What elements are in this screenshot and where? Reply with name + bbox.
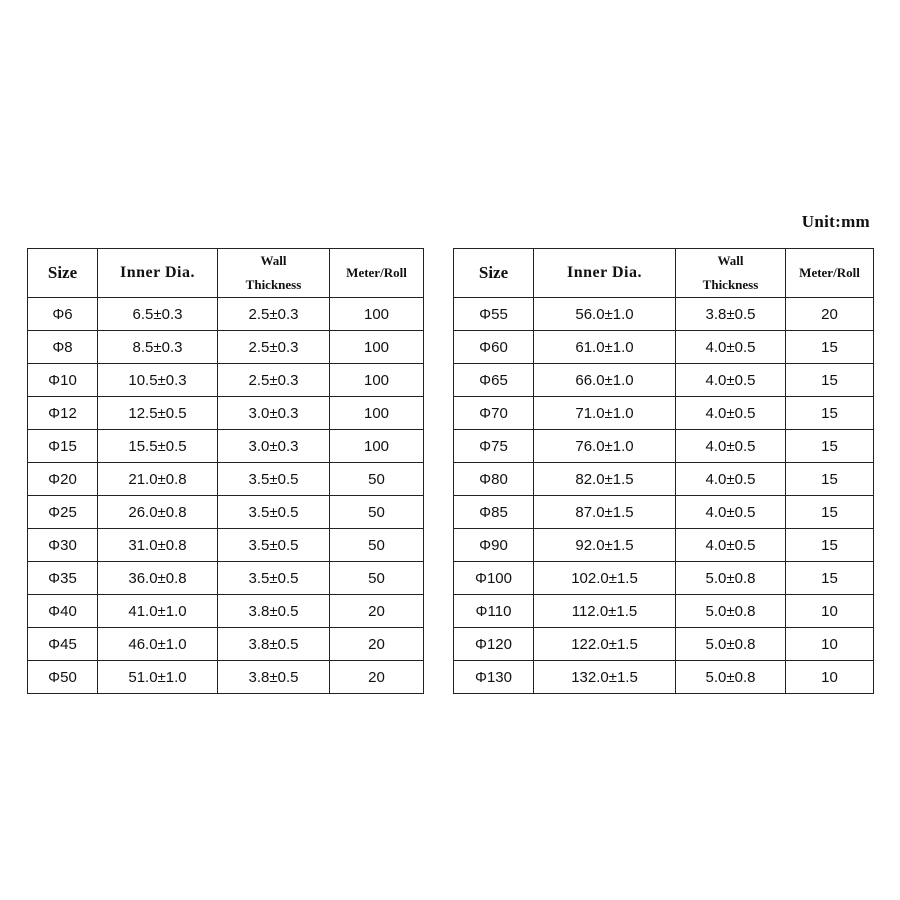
cell-inner-dia: 41.0±1.0 [98, 595, 218, 628]
spec-table-right [453, 248, 874, 694]
cell-wall-thickness: 3.5±0.5 [218, 496, 330, 529]
cell-inner-dia: 71.0±1.0 [534, 397, 676, 430]
cell-inner-dia: 66.0±1.0 [534, 364, 676, 397]
cell-wall-thickness: 3.8±0.5 [676, 298, 786, 331]
cell-meter-roll: 50 [330, 562, 424, 595]
cell-size: Φ80 [454, 463, 534, 496]
cell-size: Φ110 [454, 595, 534, 628]
cell-wall-thickness: 3.5±0.5 [218, 529, 330, 562]
table-header-row [28, 249, 424, 298]
cell-meter-roll: 10 [786, 628, 874, 661]
table-row [28, 397, 424, 430]
cell-inner-dia: 102.0±1.5 [534, 562, 676, 595]
cell-meter-roll: 15 [786, 331, 874, 364]
cell-wall-thickness: 3.8±0.5 [218, 628, 330, 661]
table-row [28, 529, 424, 562]
cell-inner-dia: 21.0±0.8 [98, 463, 218, 496]
table-row [454, 397, 874, 430]
table-row [454, 595, 874, 628]
spec-table-left [27, 248, 424, 694]
cell-wall-thickness: 2.5±0.3 [218, 298, 330, 331]
table-row [28, 331, 424, 364]
cell-meter-roll: 20 [330, 628, 424, 661]
table-row [28, 628, 424, 661]
cell-size: Φ50 [28, 661, 98, 694]
cell-size: Φ15 [28, 430, 98, 463]
cell-inner-dia: 112.0±1.5 [534, 595, 676, 628]
cell-inner-dia: 12.5±0.5 [98, 397, 218, 430]
table-row [454, 463, 874, 496]
cell-inner-dia: 26.0±0.8 [98, 496, 218, 529]
cell-wall-thickness: 2.5±0.3 [218, 364, 330, 397]
table-row [454, 364, 874, 397]
cell-size: Φ55 [454, 298, 534, 331]
cell-inner-dia: 8.5±0.3 [98, 331, 218, 364]
cell-wall-thickness: 3.5±0.5 [218, 463, 330, 496]
table-row [28, 661, 424, 694]
cell-size: Φ35 [28, 562, 98, 595]
cell-inner-dia: 31.0±0.8 [98, 529, 218, 562]
cell-wall-thickness: 4.0±0.5 [676, 463, 786, 496]
cell-wall-thickness: 3.8±0.5 [218, 595, 330, 628]
cell-meter-roll: 20 [330, 661, 424, 694]
cell-wall-thickness: 5.0±0.8 [676, 661, 786, 694]
cell-size: Φ45 [28, 628, 98, 661]
cell-meter-roll: 15 [786, 562, 874, 595]
header-inner-dia: Inner Dia. [534, 249, 676, 298]
cell-meter-roll: 15 [786, 430, 874, 463]
cell-wall-thickness: 5.0±0.8 [676, 595, 786, 628]
cell-meter-roll: 50 [330, 529, 424, 562]
unit-label: Unit:mm [801, 212, 870, 231]
header-meter-roll: Meter/Roll [786, 249, 874, 298]
cell-inner-dia: 87.0±1.5 [534, 496, 676, 529]
cell-meter-roll: 100 [330, 331, 424, 364]
table-row [454, 298, 874, 331]
cell-inner-dia: 61.0±1.0 [534, 331, 676, 364]
spec-table-body [28, 298, 424, 694]
table-row [454, 430, 874, 463]
table-row [28, 298, 424, 331]
table-row [28, 463, 424, 496]
cell-meter-roll: 15 [786, 529, 874, 562]
cell-inner-dia: 132.0±1.5 [534, 661, 676, 694]
cell-meter-roll: 50 [330, 463, 424, 496]
cell-wall-thickness: 4.0±0.5 [676, 496, 786, 529]
cell-wall-thickness: 5.0±0.8 [676, 628, 786, 661]
cell-meter-roll: 100 [330, 298, 424, 331]
header-wall-line2: Thickness [245, 277, 302, 292]
cell-wall-thickness: 3.0±0.3 [218, 430, 330, 463]
cell-meter-roll: 15 [786, 496, 874, 529]
cell-size: Φ20 [28, 463, 98, 496]
cell-size: Φ120 [454, 628, 534, 661]
table-row [454, 331, 874, 364]
cell-wall-thickness: 4.0±0.5 [676, 364, 786, 397]
cell-inner-dia: 10.5±0.3 [98, 364, 218, 397]
cell-inner-dia: 51.0±1.0 [98, 661, 218, 694]
cell-meter-roll: 15 [786, 364, 874, 397]
header-size: Size [454, 249, 534, 298]
cell-meter-roll: 10 [786, 595, 874, 628]
cell-size: Φ70 [454, 397, 534, 430]
header-wall-thickness [218, 249, 330, 298]
cell-size: Φ85 [454, 496, 534, 529]
cell-size: Φ100 [454, 562, 534, 595]
cell-meter-roll: 15 [786, 397, 874, 430]
cell-inner-dia: 46.0±1.0 [98, 628, 218, 661]
header-wall-line1: Wall [260, 253, 287, 268]
cell-wall-thickness: 4.0±0.5 [676, 397, 786, 430]
table-row [454, 529, 874, 562]
header-size: Size [28, 249, 98, 298]
cell-meter-roll: 50 [330, 496, 424, 529]
table-row [454, 562, 874, 595]
cell-inner-dia: 15.5±0.5 [98, 430, 218, 463]
table-header-row [454, 249, 874, 298]
cell-size: Φ75 [454, 430, 534, 463]
cell-size: Φ8 [28, 331, 98, 364]
table-row [28, 496, 424, 529]
cell-wall-thickness: 4.0±0.5 [676, 529, 786, 562]
cell-meter-roll: 100 [330, 364, 424, 397]
spec-table-body [454, 298, 874, 694]
cell-meter-roll: 15 [786, 463, 874, 496]
header-wall-line2: Thickness [702, 277, 759, 292]
cell-size: Φ130 [454, 661, 534, 694]
cell-wall-thickness: 3.0±0.3 [218, 397, 330, 430]
cell-size: Φ6 [28, 298, 98, 331]
header-wall-thickness [676, 249, 786, 298]
cell-size: Φ25 [28, 496, 98, 529]
table-row [28, 364, 424, 397]
cell-size: Φ60 [454, 331, 534, 364]
cell-wall-thickness: 3.5±0.5 [218, 562, 330, 595]
cell-size: Φ10 [28, 364, 98, 397]
header-wall-line1: Wall [717, 253, 744, 268]
header-meter-roll: Meter/Roll [330, 249, 424, 298]
cell-wall-thickness: 4.0±0.5 [676, 331, 786, 364]
cell-meter-roll: 100 [330, 430, 424, 463]
table-row [454, 496, 874, 529]
cell-inner-dia: 82.0±1.5 [534, 463, 676, 496]
cell-size: Φ90 [454, 529, 534, 562]
cell-meter-roll: 10 [786, 661, 874, 694]
cell-inner-dia: 92.0±1.5 [534, 529, 676, 562]
cell-inner-dia: 122.0±1.5 [534, 628, 676, 661]
table-row [28, 430, 424, 463]
cell-size: Φ65 [454, 364, 534, 397]
cell-size: Φ12 [28, 397, 98, 430]
table-row [454, 661, 874, 694]
table-row [454, 628, 874, 661]
cell-wall-thickness: 4.0±0.5 [676, 430, 786, 463]
header-inner-dia: Inner Dia. [98, 249, 218, 298]
cell-wall-thickness: 3.8±0.5 [218, 661, 330, 694]
cell-meter-roll: 20 [330, 595, 424, 628]
cell-wall-thickness: 2.5±0.3 [218, 331, 330, 364]
cell-size: Φ40 [28, 595, 98, 628]
cell-inner-dia: 36.0±0.8 [98, 562, 218, 595]
cell-meter-roll: 20 [786, 298, 874, 331]
cell-inner-dia: 76.0±1.0 [534, 430, 676, 463]
cell-inner-dia: 56.0±1.0 [534, 298, 676, 331]
cell-size: Φ30 [28, 529, 98, 562]
cell-meter-roll: 100 [330, 397, 424, 430]
cell-inner-dia: 6.5±0.3 [98, 298, 218, 331]
table-row [28, 562, 424, 595]
table-row [28, 595, 424, 628]
cell-wall-thickness: 5.0±0.8 [676, 562, 786, 595]
